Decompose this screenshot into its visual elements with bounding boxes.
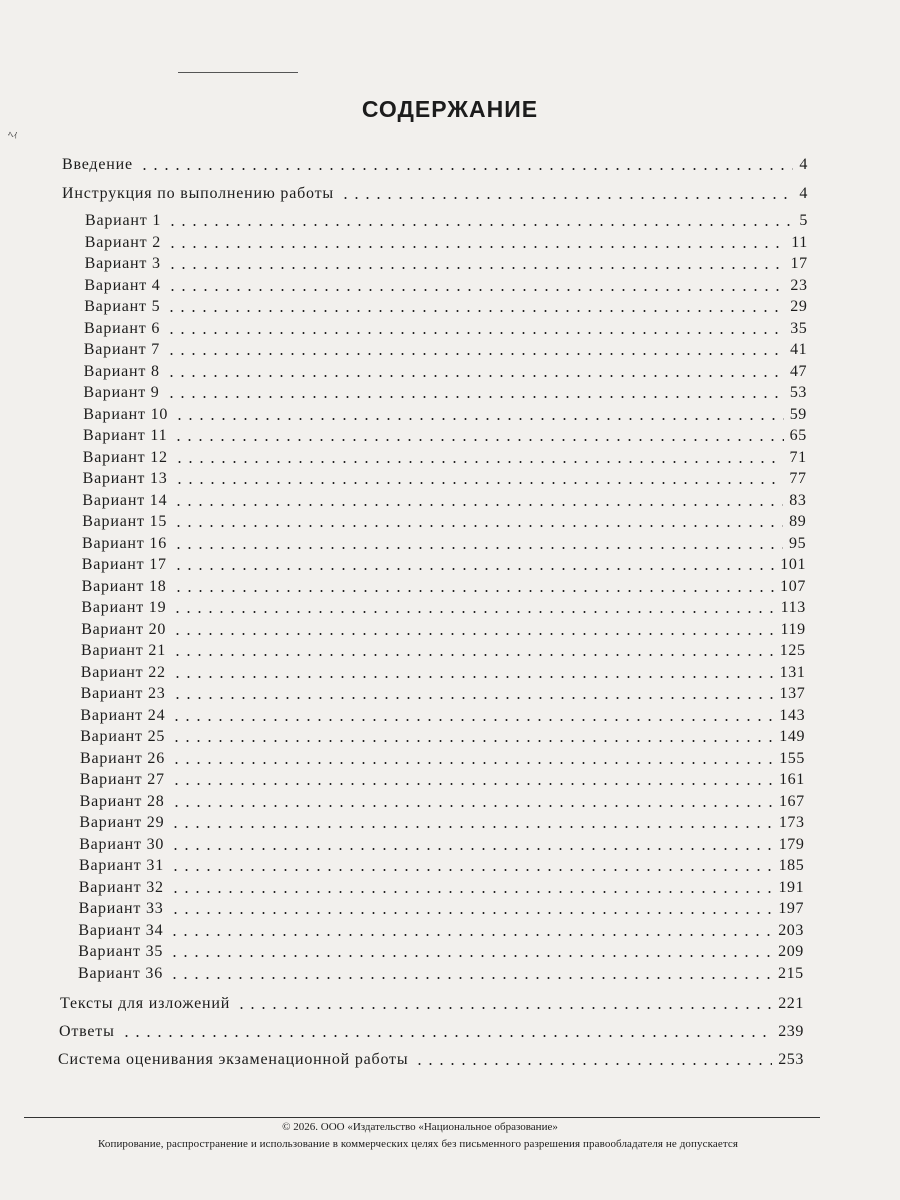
toc-entry-page-number: 125 bbox=[779, 642, 806, 659]
toc-leader-dots bbox=[166, 362, 784, 382]
toc-entry-label: Вариант 10 bbox=[83, 405, 169, 423]
toc-entry-label: Вариант 31 bbox=[79, 857, 164, 874]
toc-entry-label: Вариант 26 bbox=[80, 749, 165, 767]
footer-rule bbox=[24, 1117, 820, 1118]
toc-entry bbox=[80, 770, 805, 790]
toc-entry-label: Вариант 14 bbox=[82, 491, 168, 509]
toc-entry bbox=[79, 813, 804, 833]
toc-leader-dots bbox=[167, 211, 793, 231]
toc-entry-page-number: 191 bbox=[778, 878, 805, 896]
toc-entry bbox=[79, 835, 804, 855]
toc-leader-dots bbox=[167, 276, 785, 296]
toc-entry-page-number: 131 bbox=[779, 663, 806, 681]
toc-leader-dots bbox=[170, 813, 772, 833]
toc-leader-dots bbox=[236, 994, 772, 1014]
toc-entry bbox=[78, 964, 804, 984]
toc-leader-dots bbox=[174, 469, 784, 489]
toc-entry-label: Вариант 8 bbox=[83, 362, 160, 380]
toc-entry bbox=[78, 942, 804, 962]
toc-leader-dots bbox=[173, 534, 783, 554]
toc-entry-page-number: 173 bbox=[778, 814, 805, 831]
toc-entry-page-number: 239 bbox=[778, 1023, 804, 1040]
toc-entry-label: Введение bbox=[62, 156, 133, 173]
toc-leader-dots bbox=[166, 319, 784, 339]
toc-leader-dots bbox=[172, 684, 774, 704]
toc-entry-page-number: 215 bbox=[777, 964, 804, 982]
page-title: СОДЕРЖАНИЕ bbox=[361, 96, 539, 122]
toc-entry-label: Вариант 34 bbox=[78, 921, 164, 939]
toc-entry bbox=[83, 383, 807, 403]
toc-entry-label: Вариант 3 bbox=[84, 255, 161, 272]
toc-entry bbox=[59, 1022, 804, 1042]
toc-entry-label: Вариант 12 bbox=[82, 448, 168, 466]
toc-entry-label: Вариант 29 bbox=[79, 814, 165, 831]
toc-leader-dots bbox=[169, 921, 772, 941]
toc-entry-page-number: 23 bbox=[790, 276, 808, 294]
toc-entry-page-number: 83 bbox=[789, 491, 807, 509]
toc-leader-dots bbox=[167, 233, 785, 253]
toc-entry-label: Вариант 32 bbox=[78, 878, 164, 896]
toc-entry-page-number: 17 bbox=[790, 255, 808, 272]
toc-entry-page-number: 11 bbox=[791, 233, 808, 251]
toc-entry-page-number: 107 bbox=[780, 577, 806, 595]
toc-leader-dots bbox=[172, 641, 774, 661]
toc-entry-page-number: 143 bbox=[779, 706, 806, 724]
toc-leader-dots bbox=[171, 727, 773, 747]
toc-leader-dots bbox=[169, 942, 772, 962]
toc-leader-dots bbox=[173, 491, 783, 511]
toc-entry bbox=[80, 749, 805, 769]
toc-entry bbox=[81, 684, 806, 704]
toc-entry bbox=[58, 1050, 804, 1070]
toc-leader-dots bbox=[173, 426, 783, 446]
toc-entry bbox=[82, 512, 806, 532]
toc-leader-dots bbox=[170, 899, 773, 919]
toc-entry bbox=[81, 663, 806, 683]
toc-leader-dots bbox=[340, 184, 793, 204]
toc-entry bbox=[84, 297, 807, 317]
toc-entry bbox=[83, 448, 807, 468]
toc-entry-page-number: 59 bbox=[789, 405, 807, 423]
toc-entry bbox=[85, 233, 808, 253]
toc-entry-label: Вариант 2 bbox=[84, 233, 161, 251]
toc-entry bbox=[82, 555, 806, 575]
toc-entry-label: Вариант 4 bbox=[84, 276, 161, 294]
toc-entry-page-number: 113 bbox=[780, 599, 806, 616]
toc-entry-page-number: 149 bbox=[779, 728, 806, 745]
toc-entry-label: Система оценивания экзаменационной работы bbox=[58, 1051, 409, 1068]
toc-entry-label: Вариант 19 bbox=[81, 599, 167, 616]
toc-entry-label: Вариант 9 bbox=[83, 384, 160, 401]
toc-entry-page-number: 89 bbox=[789, 513, 807, 530]
toc-entry-label: Вариант 13 bbox=[82, 470, 168, 487]
toc-entry-page-number: 47 bbox=[789, 362, 808, 380]
toc-leader-dots bbox=[121, 1022, 773, 1042]
toc-leader-dots bbox=[171, 770, 773, 790]
toc-entry-page-number: 221 bbox=[778, 995, 804, 1012]
toc-entry-label: Вариант 22 bbox=[80, 663, 166, 681]
toc-entry bbox=[81, 620, 806, 640]
toc-entry-label: Вариант 28 bbox=[79, 792, 165, 810]
toc-entry-page-number: 41 bbox=[790, 341, 808, 358]
toc-entry-page-number: 155 bbox=[779, 749, 805, 767]
toc-leader-dots bbox=[172, 620, 774, 640]
toc-entry bbox=[82, 577, 806, 597]
toc-leader-dots bbox=[171, 749, 773, 769]
toc-entry-label: Вариант 6 bbox=[84, 319, 161, 337]
toc-entry bbox=[83, 426, 807, 446]
toc-entry-page-number: 179 bbox=[778, 835, 805, 853]
toc-leader-dots bbox=[414, 1050, 772, 1070]
toc-entry-page-number: 71 bbox=[789, 448, 807, 466]
toc-entry-page-number: 35 bbox=[790, 319, 808, 337]
toc-leader-dots bbox=[166, 340, 784, 360]
toc-entry bbox=[85, 254, 808, 274]
toc-entry-page-number: 95 bbox=[788, 534, 807, 552]
toc-entry-page-number: 101 bbox=[780, 556, 807, 573]
scan-mark: ﾍｨ bbox=[8, 130, 18, 141]
toc-entry-label: Вариант 1 bbox=[85, 212, 162, 229]
toc-entry bbox=[83, 405, 807, 425]
toc-entry-page-number: 253 bbox=[778, 1051, 804, 1068]
toc-entry bbox=[79, 899, 805, 919]
toc-leader-dots bbox=[172, 663, 774, 683]
toc-entry bbox=[79, 878, 804, 898]
toc-leader-dots bbox=[174, 405, 784, 425]
toc-entry bbox=[83, 469, 807, 489]
toc-leader-dots bbox=[174, 448, 784, 468]
toc-leader-dots bbox=[167, 254, 785, 274]
toc-entry-label: Тексты для изложений bbox=[60, 995, 231, 1012]
toc-entry bbox=[82, 491, 806, 511]
toc-entry-label: Вариант 33 bbox=[78, 900, 164, 917]
toc-entry bbox=[80, 706, 805, 726]
toc-leader-dots bbox=[170, 856, 773, 876]
toc-entry-label: Вариант 7 bbox=[83, 341, 160, 358]
toc-entry-label: Ответы bbox=[59, 1023, 115, 1040]
toc-entry-page-number: 4 bbox=[799, 185, 808, 202]
toc-entry bbox=[84, 340, 807, 360]
toc-entry bbox=[78, 921, 804, 941]
toc-leader-dots bbox=[166, 297, 784, 317]
toc-entry-page-number: 197 bbox=[778, 900, 805, 917]
toc-entry-label: Вариант 17 bbox=[81, 556, 167, 573]
toc-entry bbox=[62, 184, 808, 204]
toc-entry bbox=[81, 641, 806, 661]
toc-entry bbox=[62, 155, 808, 175]
toc-entry bbox=[84, 319, 807, 339]
toc-leader-dots bbox=[170, 878, 773, 898]
toc-entry bbox=[84, 276, 807, 296]
footer-notice: Копирование, распространение и использование в коммерческих целях без письменного разрешения правообладателя не допускается bbox=[97, 1138, 739, 1150]
toc-entry-page-number: 29 bbox=[790, 298, 808, 315]
toc-entry-label: Вариант 5 bbox=[84, 298, 161, 315]
toc-entry-label: Инструкция по выполнению работы bbox=[62, 185, 334, 202]
toc-entry bbox=[79, 856, 804, 876]
toc-entry-page-number: 161 bbox=[779, 771, 805, 788]
toc-leader-dots bbox=[171, 706, 773, 726]
toc-entry-label: Вариант 18 bbox=[81, 577, 167, 595]
toc-entry-label: Вариант 15 bbox=[82, 513, 168, 530]
toc-entry bbox=[81, 598, 805, 618]
toc-leader-dots bbox=[173, 555, 774, 575]
toc-entry-label: Вариант 27 bbox=[79, 771, 165, 788]
toc-entry-label: Вариант 30 bbox=[79, 835, 165, 853]
toc-entry-page-number: 77 bbox=[789, 470, 807, 487]
toc-entry bbox=[85, 211, 808, 231]
toc-entry-page-number: 209 bbox=[778, 943, 804, 960]
toc-entry-page-number: 119 bbox=[780, 620, 806, 638]
toc-leader-dots bbox=[139, 155, 793, 175]
toc-entry bbox=[60, 994, 804, 1014]
toc-entry-page-number: 53 bbox=[789, 384, 808, 401]
toc-entry-page-number: 167 bbox=[778, 792, 805, 810]
toc-leader-dots bbox=[173, 512, 783, 532]
toc-leader-dots bbox=[166, 383, 784, 403]
toc-entry-page-number: 137 bbox=[779, 685, 806, 702]
toc-entry-label: Вариант 20 bbox=[81, 620, 167, 638]
toc-entry-label: Вариант 36 bbox=[78, 964, 163, 982]
toc-entry bbox=[80, 792, 805, 812]
toc-leader-dots bbox=[170, 835, 773, 855]
toc-entry bbox=[80, 727, 805, 747]
toc-entry-label: Вариант 16 bbox=[82, 534, 167, 552]
toc-leader-dots bbox=[169, 964, 772, 984]
toc-entry-page-number: 4 bbox=[799, 156, 808, 173]
toc-leader-dots bbox=[173, 577, 775, 597]
toc-entry-label: Вариант 11 bbox=[83, 427, 168, 444]
toc-entry-label: Вариант 21 bbox=[81, 642, 166, 659]
toc-entry bbox=[82, 534, 806, 554]
toc-entry-page-number: 185 bbox=[778, 857, 805, 874]
toc-entry bbox=[84, 362, 808, 382]
toc-leader-dots bbox=[172, 598, 774, 618]
toc-entry-label: Вариант 25 bbox=[80, 728, 166, 745]
toc-leader-dots bbox=[171, 792, 773, 812]
toc-entry-page-number: 5 bbox=[799, 212, 808, 229]
toc-entry-page-number: 65 bbox=[789, 427, 807, 444]
toc-entry-label: Вариант 35 bbox=[78, 943, 164, 960]
toc-entry-page-number: 203 bbox=[778, 921, 805, 939]
toc-entry-label: Вариант 24 bbox=[80, 706, 166, 724]
toc-entry-label: Вариант 23 bbox=[80, 685, 166, 702]
footer-copyright: © 2026. ООО «Издательство «Национальное образование» bbox=[282, 1121, 558, 1133]
